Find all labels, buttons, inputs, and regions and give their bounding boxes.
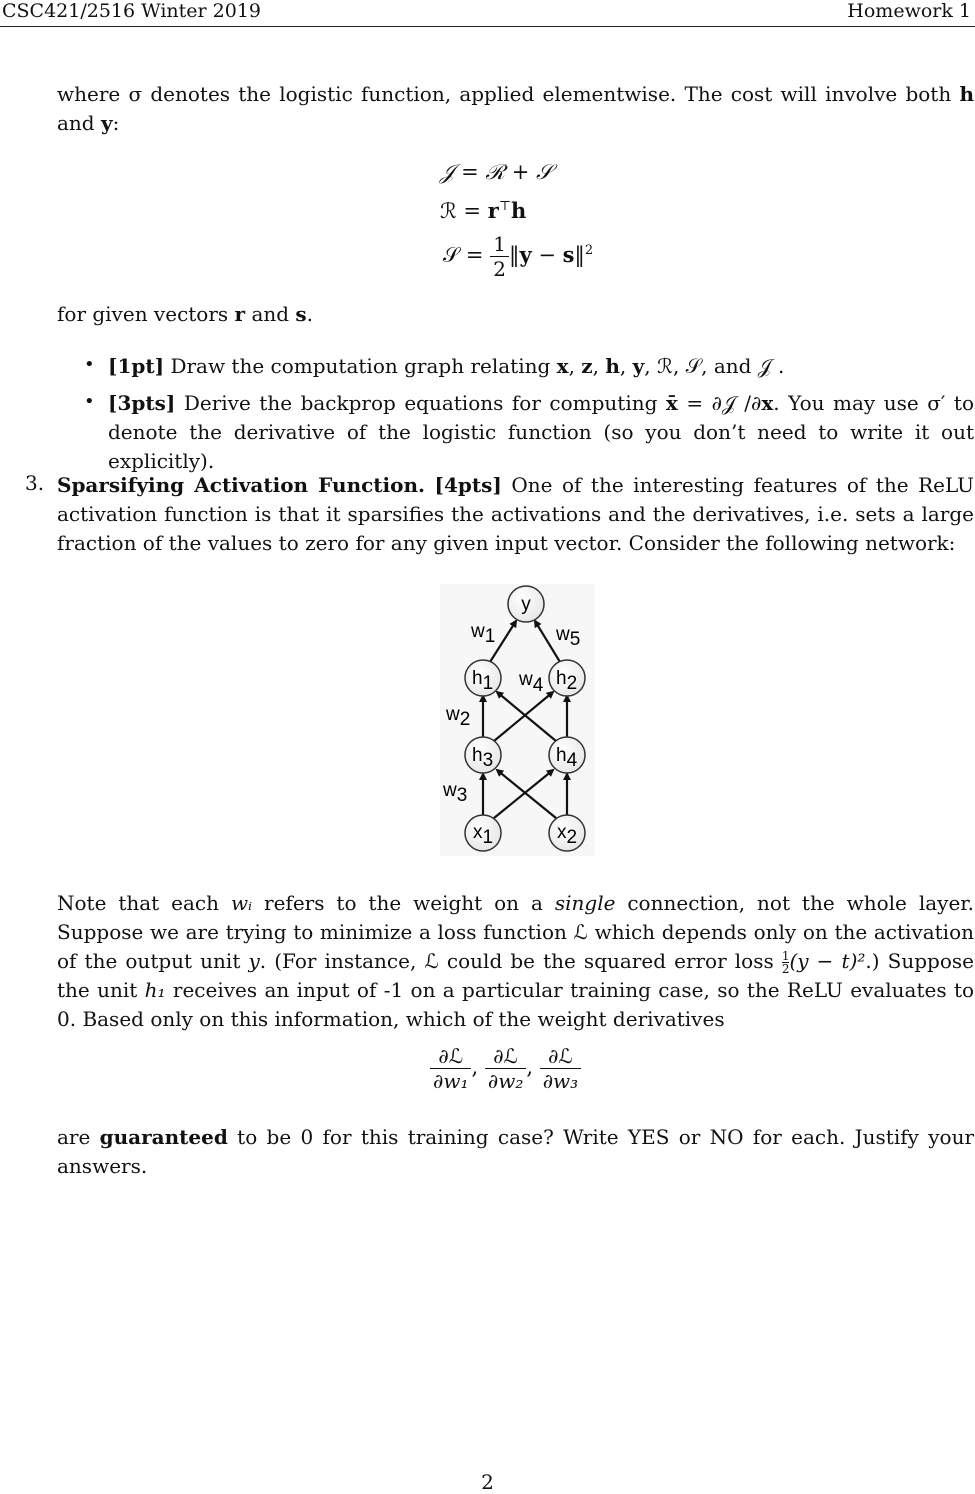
eq-s-lhs: 𝒮 = — [443, 243, 491, 267]
closing-text-a: are — [57, 1125, 91, 1149]
var-y: y — [248, 949, 260, 973]
weight-w5-label: w5 — [556, 624, 581, 650]
node-h3 — [465, 737, 501, 773]
bullet-text: Derive the backprop equations for computing — [183, 391, 658, 415]
bullet-text-b: . You may use σ′ to denote the derivative of the logistic function (so you don’t need to write it out explicitly). — [108, 391, 974, 473]
network-diagram — [440, 584, 595, 856]
page-header — [0, 0, 975, 27]
eq-r-transpose: ⊤ — [498, 199, 512, 214]
closing-paragraph — [57, 1123, 974, 1181]
node-h1-label: h1 — [472, 668, 494, 694]
eq-s-half — [490, 232, 509, 281]
eq-r-h: h — [511, 198, 527, 223]
weight-w2-label: w2 — [446, 704, 471, 730]
points-tag: [4pts] — [434, 473, 502, 497]
node-y-label: y — [521, 594, 531, 615]
given-and: and — [251, 302, 290, 326]
equation-r — [440, 198, 526, 223]
note-text-f: .) Suppose the unit — [57, 949, 974, 1002]
deriv-w1: $\frac{\text{∂ℒ}}{\text{∂w₁}}$ — [430, 1044, 471, 1093]
var-xbar: x̄ — [665, 391, 678, 415]
node-h4 — [549, 737, 585, 773]
question-body: One of the interesting features of the ReLU activation function is that it sparsifies the activations and the derivatives, i.e. sets a large fraction of the values to zero for any given input vector. Consider the following network: — [57, 473, 975, 555]
points-tag: [3pts] — [108, 391, 176, 415]
var-y: y — [100, 111, 113, 135]
given-r: r — [234, 302, 246, 326]
intro-paragraph — [57, 80, 974, 138]
note-text-a: Note that each — [57, 891, 219, 915]
eq-s-half-num: 1 — [490, 232, 509, 257]
points-tag: [1pt] — [108, 354, 165, 378]
var-h1: h₁ — [144, 978, 166, 1002]
eq-s-y: y — [519, 242, 532, 267]
note-text-b: refers to the weight on a — [264, 891, 543, 915]
note-paragraph — [57, 889, 974, 1034]
var-y: y — [632, 354, 645, 378]
node-x2 — [549, 815, 585, 851]
eq-s-minus: − — [531, 243, 563, 267]
deriv-w3: $\frac{\text{∂ℒ}}{\text{∂w₃}}$ — [540, 1044, 581, 1093]
var-h: h — [605, 354, 620, 378]
eq-s-norm-open: ‖ — [508, 243, 520, 267]
weight-w4-label: w4 — [519, 669, 544, 696]
eq-s-square: 2 — [584, 243, 594, 258]
note-text-c: connection, not the whole layer. Suppose we are trying to minimize a loss function ℒ which depends only on the activation of the output unit — [57, 891, 975, 973]
given-vectors-line — [57, 300, 974, 329]
closing-emph: guaranteed — [99, 1125, 228, 1149]
var-wi: wᵢ — [230, 891, 253, 915]
half-den: 2 — [781, 962, 790, 976]
eq-s-half-den: 2 — [493, 257, 506, 281]
intro-colon: : — [112, 111, 120, 135]
node-x2-label: x2 — [557, 822, 578, 848]
bullet-eq: = ∂𝒥 /∂ — [677, 391, 762, 415]
bullet-marker: • — [84, 354, 95, 375]
question-3-text — [57, 471, 974, 558]
node-h4-label: h4 — [556, 745, 578, 771]
intro-and: and — [57, 111, 95, 135]
eq-s-s: s — [562, 242, 575, 267]
closing-text-b: to be 0 for this training case? Write YES or NO for each. Justify your answers. — [57, 1125, 975, 1178]
var-x: x — [761, 391, 774, 415]
equation-s — [443, 232, 593, 281]
question-title: Sparsifying Activation Function. — [57, 473, 425, 497]
half-num: 1 — [781, 949, 790, 963]
deriv-w2: $\frac{\text{∂ℒ}}{\text{∂w₂}}$ — [485, 1044, 526, 1093]
node-h2 — [549, 660, 585, 696]
var-z: z — [581, 354, 593, 378]
given-s: s — [295, 302, 307, 326]
note-emph-single: single — [554, 891, 616, 915]
equation-cost: 𝒥 = ℛ + 𝒮 — [440, 160, 553, 184]
var-x: x — [556, 354, 569, 378]
node-h3-label: h3 — [472, 745, 494, 771]
note-text-g: receives an input of -1 on a particular training case, so the ReLU evaluates to 0. Based only on this information, which of the weight derivatives — [57, 978, 975, 1031]
node-x1-label: x1 — [473, 822, 494, 848]
weight-w3-label: w3 — [443, 780, 468, 806]
note-loss-expr: (y − t)² — [789, 949, 866, 973]
given-post: . — [306, 302, 314, 326]
bullet-item-graph: [1pt] Draw the computation graph relating x, z, h, y, ℛ, 𝒮, and 𝒥 . — [108, 354, 785, 378]
bullet-rest: , ℛ, 𝒮, and 𝒥 . — [644, 354, 785, 378]
bullet-text: Draw the computation graph relating — [170, 354, 551, 378]
node-h2-label: h2 — [556, 668, 578, 694]
var-h: h — [959, 82, 975, 106]
deriv-sep: , — [526, 1055, 534, 1079]
intro-text: where σ denotes the logistic function, applied elementwise. The cost will involve both — [57, 82, 952, 106]
bullet-item-backprop — [108, 389, 974, 476]
homework-label: Homework 1 — [847, 0, 971, 22]
weight-w1-label: w1 — [471, 621, 496, 647]
course-label: CSC421/2516 Winter 2019 — [2, 0, 262, 22]
node-x1 — [465, 815, 501, 851]
note-text-d: . (For instance, ℒ could be the squared error loss — [259, 949, 774, 973]
eq-r-vec: r — [487, 198, 499, 223]
weight-derivatives — [430, 1044, 581, 1093]
node-y — [508, 586, 544, 622]
bullet-marker: • — [84, 391, 95, 412]
eq-s-norm-close: ‖ — [574, 243, 585, 267]
eq-r-lhs: ℛ = — [440, 199, 488, 223]
deriv-sep: , — [471, 1055, 479, 1079]
question-number: 3. — [25, 471, 45, 495]
node-h1 — [465, 660, 501, 696]
given-pre: for given vectors — [57, 302, 229, 326]
page-number: 2 — [481, 1470, 494, 1494]
